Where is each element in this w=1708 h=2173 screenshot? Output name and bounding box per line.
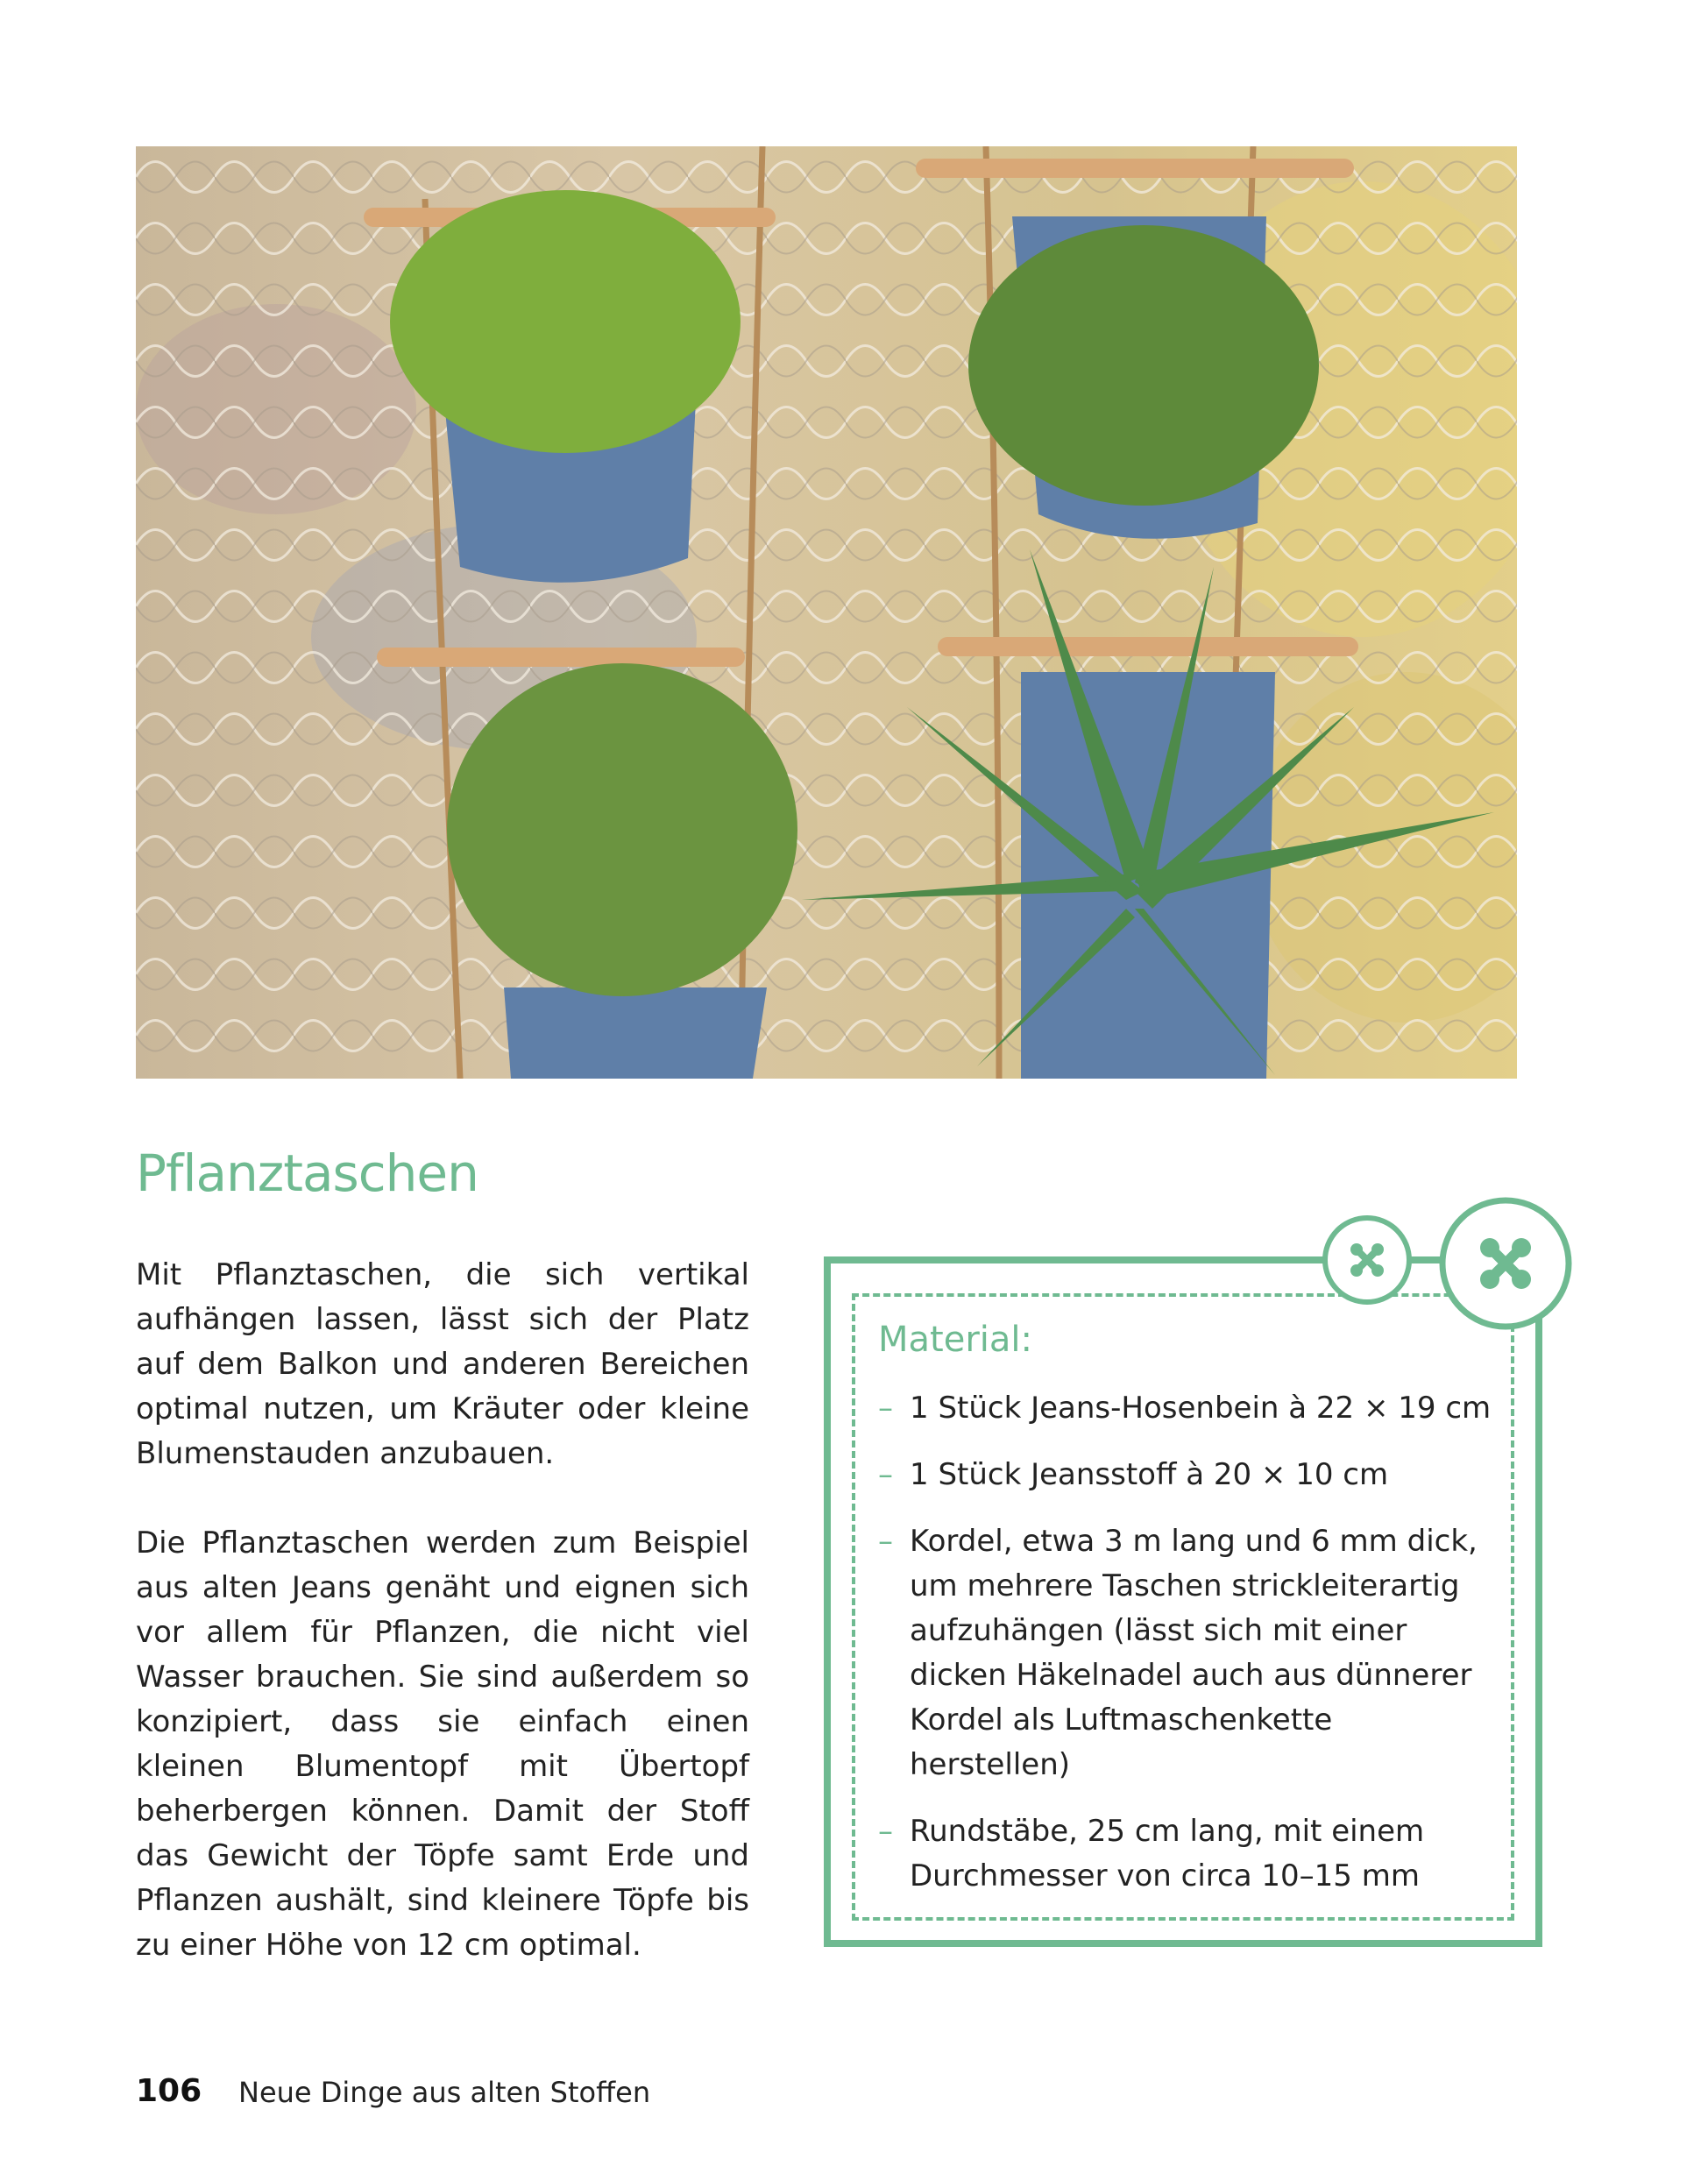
list-bullet: – bbox=[878, 1457, 893, 1492]
button-icon bbox=[1437, 1195, 1574, 1332]
body-text bbox=[136, 1253, 749, 2013]
material-title: Material: bbox=[878, 1320, 1032, 1360]
button-icon bbox=[1320, 1213, 1414, 1307]
section-heading: Pflanztaschen bbox=[136, 1143, 478, 1203]
list-bullet: – bbox=[878, 1391, 893, 1426]
body-paragraph: Mit Pflanztaschen, die sich vertikal aufhängen lassen, lässt sich der Platz auf dem Balkon und anderen Bereichen optimal nutzen, um Kräuter oder kleine Blumenstauden anzubauen. bbox=[136, 1257, 749, 1471]
material-item-text: 1 Stück Jeansstoff à 20 × 10 cm bbox=[910, 1457, 1389, 1492]
list-bullet: – bbox=[878, 1814, 893, 1849]
material-item-text: Kordel, etwa 3 m lang und 6 mm dick, um mehrere Taschen strickleiterartig aufzuhängen (lässt sich mit einer dicken Häkelnadel auch aus dünnerer Kordel als Luftmaschenkette herstellen) bbox=[910, 1524, 1478, 1782]
material-item bbox=[878, 1386, 1492, 1431]
material-item bbox=[878, 1519, 1492, 1787]
material-item bbox=[878, 1453, 1492, 1497]
list-bullet: – bbox=[878, 1524, 893, 1559]
material-item-text: Rundstäbe, 25 cm lang, mit einem Durchmesser von circa 10–15 mm bbox=[910, 1814, 1425, 1893]
material-list bbox=[878, 1386, 1492, 1921]
material-item bbox=[878, 1809, 1492, 1899]
running-footer-title: Neue Dinge aus alten Stoffen bbox=[238, 2076, 651, 2109]
body-paragraph: Die Pflanztaschen werden zum Beispiel aus alten Jeans genäht und eignen sich vor allem für Pflanzen, die nicht viel Wasser brauchen. Sie sind außerdem so konzipiert, dass sie einfach einen kleinen Blumentopf mit Übertopf beherbergen können. Damit der Stoff das Gewicht der Töpfe samt Erde und Pflanzen aushält, sind kleinere Töpfe bis zu einer Höhe von 12 cm optimal. bbox=[136, 1525, 749, 1963]
photo-plant-pockets bbox=[136, 146, 1517, 1079]
photo-illustration bbox=[136, 146, 1517, 1079]
material-item-text: 1 Stück Jeans-Hosenbein à 22 × 19 cm bbox=[910, 1391, 1492, 1426]
material-box bbox=[824, 1256, 1542, 1947]
page-number: 106 bbox=[136, 2073, 202, 2109]
